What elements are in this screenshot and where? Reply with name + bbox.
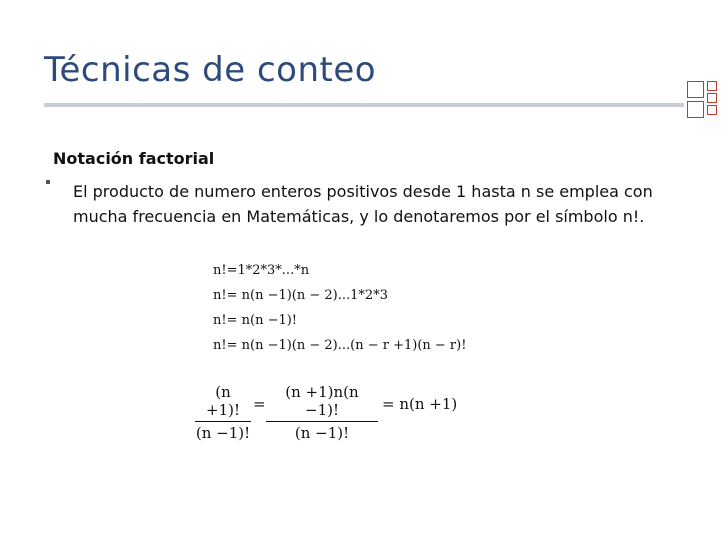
- equals-sign: =: [253, 395, 266, 413]
- bullet-icon: [46, 180, 50, 184]
- bullet-text: El producto de numero enteros positivos desde 1 hasta n se emplea con mucha frecuencia en Matemáticas, y lo denotaremos por el símbolo n!.: [73, 182, 653, 226]
- decor-square-small-1: [707, 81, 717, 91]
- equation-3: n!= n(n −1)!: [213, 313, 298, 328]
- decor-square-small-3: [707, 105, 717, 115]
- fraction-1: [195, 383, 251, 442]
- decor-square-small-2: [707, 93, 717, 103]
- equation-1: n!=1*2*3*...*n: [213, 263, 310, 278]
- slide-title: Técnicas de conteo: [44, 50, 377, 90]
- decor-square-small-4: [687, 101, 704, 118]
- subheading: Notación factorial: [53, 149, 215, 168]
- result: = n(n +1): [382, 395, 458, 413]
- fraction-1-denominator: (n −1)!: [195, 424, 251, 442]
- equation-2: n!= n(n −1)(n − 2)...1*2*3: [213, 288, 388, 303]
- fraction-1-bar: [195, 421, 251, 422]
- fraction-2-numerator: (n +1)n(n −1)!: [285, 383, 359, 419]
- equation-4: n!= n(n −1)(n − 2)...(n − r +1)(n − r)!: [213, 338, 467, 353]
- fraction-2-bar: [266, 421, 378, 422]
- fraction-2: [266, 383, 378, 442]
- fraction-2-denominator: (n −1)!: [294, 424, 350, 442]
- fraction-1-numerator: (n +1)!: [206, 383, 240, 419]
- decor-square-large: [687, 81, 704, 98]
- title-rule: [44, 103, 684, 107]
